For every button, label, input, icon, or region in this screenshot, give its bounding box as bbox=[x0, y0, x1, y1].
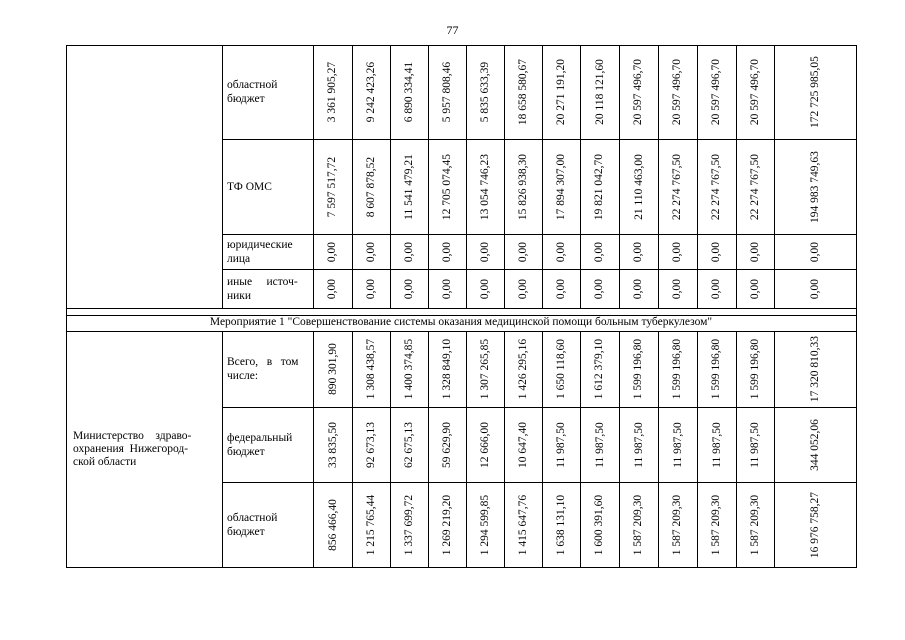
value-text: 0,00 bbox=[479, 241, 491, 262]
value-text: 0,00 bbox=[403, 241, 415, 262]
value-text: 19 821 042,70 bbox=[593, 153, 606, 220]
value-cell bbox=[504, 234, 542, 269]
value-text: 16 976 758,27 bbox=[809, 491, 821, 558]
value-text: 11 987,50 bbox=[710, 421, 723, 468]
value-cell bbox=[313, 269, 352, 308]
value-text: 20 597 496,70 bbox=[710, 58, 723, 126]
value-text: 10 647,40 bbox=[517, 421, 529, 468]
value-text: 0,00 bbox=[671, 241, 684, 262]
value-cell bbox=[736, 407, 774, 482]
value-text: 11 987,50 bbox=[749, 421, 762, 468]
value-cell bbox=[390, 331, 428, 407]
value-cell bbox=[697, 407, 736, 482]
value-cell bbox=[736, 234, 774, 269]
value-cell bbox=[658, 482, 697, 567]
value-cell bbox=[466, 234, 504, 269]
value-text: 0,00 bbox=[555, 241, 567, 262]
value-cell bbox=[542, 269, 580, 308]
value-cell bbox=[736, 331, 774, 407]
value-cell bbox=[580, 331, 619, 407]
value-cell bbox=[619, 482, 658, 567]
page-number: 77 bbox=[446, 23, 459, 37]
value-cell bbox=[697, 139, 736, 234]
row-label-line: Всего, в том bbox=[227, 356, 299, 368]
row-label-line: иные источ- bbox=[227, 275, 298, 288]
value-cell bbox=[352, 139, 390, 234]
value-text: 33 835,50 bbox=[326, 421, 339, 468]
value-cell bbox=[428, 482, 466, 567]
value-text: 0,00 bbox=[517, 278, 529, 299]
value-text: 1 638 131,10 bbox=[555, 494, 567, 555]
value-text: 0,00 bbox=[671, 278, 684, 299]
value-cell bbox=[352, 331, 390, 407]
value-text: 92 673,13 bbox=[365, 421, 377, 468]
value-cell bbox=[428, 269, 466, 308]
value-text: 0,00 bbox=[593, 241, 606, 262]
value-cell bbox=[697, 482, 736, 567]
value-cell bbox=[352, 234, 390, 269]
value-cell bbox=[504, 482, 542, 567]
value-text: 11 987,50 bbox=[555, 421, 568, 468]
value-text: 5 957 808,46 bbox=[441, 61, 453, 123]
value-text: 1 650 118,60 bbox=[555, 339, 568, 399]
value-text: 1 587 209,30 bbox=[632, 494, 645, 555]
value-cell bbox=[697, 269, 736, 308]
value-cell bbox=[580, 45, 619, 139]
value-text: 21 110 463,00 bbox=[632, 153, 645, 220]
value-text: 1 587 209,30 bbox=[671, 494, 684, 555]
value-cell bbox=[658, 331, 697, 407]
value-cell bbox=[428, 45, 466, 139]
value-text: 0,00 bbox=[710, 278, 723, 299]
value-cell bbox=[774, 482, 856, 567]
value-cell bbox=[658, 234, 697, 269]
value-text: 1 612 379,10 bbox=[593, 338, 606, 400]
value-cell bbox=[697, 45, 736, 139]
value-cell bbox=[313, 331, 352, 407]
value-cell bbox=[697, 331, 736, 407]
value-text: 1 599 196,80 bbox=[749, 338, 761, 400]
value-text: 62 675,13 bbox=[403, 421, 415, 468]
value-text: 0,00 bbox=[749, 278, 761, 299]
value-text: 1 587 209,30 bbox=[710, 494, 723, 555]
row-label bbox=[227, 275, 309, 303]
value-cell bbox=[313, 407, 352, 482]
value-cell bbox=[428, 139, 466, 234]
value-text: 1 337 699,72 bbox=[403, 494, 415, 555]
value-text: 13 054 746,23 bbox=[479, 153, 491, 220]
value-text: 344 052,06 bbox=[809, 418, 821, 471]
value-text: 0,00 bbox=[517, 241, 529, 262]
value-text: 22 274 767,50 bbox=[671, 153, 684, 220]
value-cell bbox=[466, 331, 504, 407]
value-text: 11 541 479,21 bbox=[403, 153, 416, 220]
value-text: 7 597 517,72 bbox=[326, 156, 339, 217]
value-cell bbox=[658, 139, 697, 234]
row-label: ТФ ОМС bbox=[227, 180, 272, 193]
value-cell bbox=[658, 45, 697, 139]
value-text: 1 269 219,20 bbox=[441, 494, 453, 555]
value-cell bbox=[466, 407, 504, 482]
value-text: 6 890 334,41 bbox=[403, 61, 415, 123]
value-text: 0,00 bbox=[710, 241, 723, 262]
value-cell bbox=[313, 234, 352, 269]
value-cell bbox=[736, 482, 774, 567]
value-cell bbox=[658, 407, 697, 482]
value-cell bbox=[466, 482, 504, 567]
value-text: 0,00 bbox=[403, 278, 415, 299]
value-cell bbox=[504, 269, 542, 308]
value-text: 11 987,50 bbox=[671, 421, 684, 468]
value-text: 194 983 749,63 bbox=[809, 150, 821, 223]
value-text: 18 658 580,67 bbox=[517, 58, 529, 126]
value-cell bbox=[542, 45, 580, 139]
value-text: 20 597 496,70 bbox=[632, 58, 645, 126]
value-text: 0,00 bbox=[326, 241, 339, 262]
value-cell bbox=[390, 45, 428, 139]
value-text: 5 835 633,39 bbox=[479, 61, 491, 123]
value-cell bbox=[390, 139, 428, 234]
value-cell bbox=[542, 234, 580, 269]
value-text: 11 987,50 bbox=[632, 421, 645, 468]
budget-table bbox=[66, 45, 856, 567]
value-cell bbox=[542, 407, 580, 482]
value-text: 22 274 767,50 bbox=[710, 153, 723, 220]
value-text: 856 466,40 bbox=[326, 498, 339, 551]
value-text: 17 894 307,00 bbox=[555, 153, 567, 220]
value-text: 0,00 bbox=[441, 241, 453, 262]
organization-name-line: Министерство здраво- bbox=[73, 429, 192, 442]
value-cell bbox=[428, 407, 466, 482]
organization-name bbox=[73, 430, 215, 469]
value-text: 1 307 265,85 bbox=[479, 338, 491, 400]
measure-title: Мероприятие 1 "Совершенствование системы оказания медицинской помощи больным туберкулезом" bbox=[209, 316, 713, 328]
value-text: 0,00 bbox=[809, 278, 821, 299]
value-cell bbox=[352, 269, 390, 308]
value-cell bbox=[774, 331, 856, 407]
value-text: 12 666,00 bbox=[479, 421, 491, 468]
value-text: 0,00 bbox=[326, 278, 339, 299]
value-text: 0,00 bbox=[809, 241, 821, 262]
row-label: областной бюджет bbox=[227, 511, 278, 538]
value-cell bbox=[542, 139, 580, 234]
value-text: 12 705 074,45 bbox=[441, 153, 453, 220]
value-text: 1 599 196,80 bbox=[710, 338, 723, 400]
value-cell bbox=[580, 482, 619, 567]
value-cell bbox=[428, 331, 466, 407]
value-cell bbox=[580, 234, 619, 269]
value-cell bbox=[466, 269, 504, 308]
value-text: 0,00 bbox=[479, 278, 491, 299]
value-text: 9 242 423,26 bbox=[365, 61, 377, 123]
value-cell bbox=[504, 45, 542, 139]
row-label: федеральный бюджет bbox=[227, 431, 293, 458]
value-cell bbox=[774, 139, 856, 234]
value-cell bbox=[390, 234, 428, 269]
value-cell bbox=[736, 269, 774, 308]
value-cell bbox=[697, 234, 736, 269]
value-cell bbox=[466, 139, 504, 234]
value-text: 20 597 496,70 bbox=[671, 58, 684, 126]
value-text: 20 271 191,20 bbox=[555, 58, 567, 126]
value-cell bbox=[352, 45, 390, 139]
row-label: областной бюджет bbox=[227, 79, 278, 105]
value-text: 1 215 765,44 bbox=[365, 494, 377, 555]
row-label bbox=[227, 355, 309, 383]
value-text: 0,00 bbox=[632, 241, 645, 262]
row-label-line: числе: bbox=[227, 370, 259, 382]
value-cell bbox=[658, 269, 697, 308]
value-text: 1 400 374,85 bbox=[403, 338, 415, 400]
organization-name-line: охранения Нижегород- bbox=[73, 442, 189, 455]
value-cell bbox=[466, 45, 504, 139]
value-text: 0,00 bbox=[441, 278, 453, 299]
value-text: 3 361 905,27 bbox=[326, 61, 339, 123]
value-text: 1 600 391,60 bbox=[593, 494, 606, 555]
value-cell bbox=[619, 139, 658, 234]
organization-name-line: ской области bbox=[73, 455, 137, 468]
value-cell bbox=[619, 234, 658, 269]
value-cell bbox=[504, 407, 542, 482]
value-cell bbox=[390, 269, 428, 308]
value-text: 1 587 209,30 bbox=[749, 494, 761, 555]
value-cell bbox=[313, 139, 352, 234]
value-cell bbox=[580, 407, 619, 482]
value-cell bbox=[352, 482, 390, 567]
value-text: 11 987,50 bbox=[593, 421, 606, 468]
value-text: 1 426 295,16 bbox=[517, 338, 529, 400]
value-cell bbox=[619, 331, 658, 407]
value-cell bbox=[774, 234, 856, 269]
value-cell bbox=[619, 407, 658, 482]
value-cell bbox=[390, 482, 428, 567]
value-text: 0,00 bbox=[632, 278, 645, 299]
row-label: юридические лица bbox=[227, 238, 293, 265]
value-cell bbox=[619, 269, 658, 308]
value-text: 1 599 196,80 bbox=[671, 338, 684, 400]
value-text: 1 328 849,10 bbox=[441, 338, 453, 400]
value-cell bbox=[774, 407, 856, 482]
value-text: 59 629,90 bbox=[441, 421, 453, 468]
value-text: 890 301,90 bbox=[326, 343, 339, 395]
value-text: 20 118 121,60 bbox=[593, 59, 606, 125]
value-text: 15 826 938,30 bbox=[517, 153, 529, 220]
value-text: 20 597 496,70 bbox=[749, 58, 761, 126]
value-cell bbox=[504, 331, 542, 407]
value-text: 1 415 647,76 bbox=[517, 494, 529, 555]
value-text: 17 320 810,33 bbox=[809, 335, 821, 403]
value-text: 22 274 767,50 bbox=[749, 153, 761, 220]
value-text: 0,00 bbox=[593, 278, 606, 299]
value-cell bbox=[313, 482, 352, 567]
value-cell bbox=[352, 407, 390, 482]
value-cell bbox=[580, 139, 619, 234]
value-cell bbox=[313, 45, 352, 139]
value-cell bbox=[428, 234, 466, 269]
value-cell bbox=[390, 407, 428, 482]
value-cell bbox=[736, 139, 774, 234]
value-cell bbox=[774, 45, 856, 139]
value-text: 0,00 bbox=[555, 278, 567, 299]
value-text: 8 607 878,52 bbox=[365, 156, 377, 217]
value-text: 1 308 438,57 bbox=[365, 338, 377, 400]
value-text: 0,00 bbox=[749, 241, 761, 262]
value-cell bbox=[542, 482, 580, 567]
value-cell bbox=[736, 45, 774, 139]
value-text: 0,00 bbox=[365, 278, 377, 299]
value-cell bbox=[619, 45, 658, 139]
value-text: 1 294 599,85 bbox=[479, 494, 491, 555]
value-cell bbox=[542, 331, 580, 407]
value-cell bbox=[504, 139, 542, 234]
value-text: 1 599 196,80 bbox=[632, 338, 645, 400]
value-text: 0,00 bbox=[365, 241, 377, 262]
value-text: 172 725 985,05 bbox=[809, 56, 821, 128]
value-cell bbox=[774, 269, 856, 308]
row-label-line: ники bbox=[227, 289, 252, 302]
value-cell bbox=[580, 269, 619, 308]
